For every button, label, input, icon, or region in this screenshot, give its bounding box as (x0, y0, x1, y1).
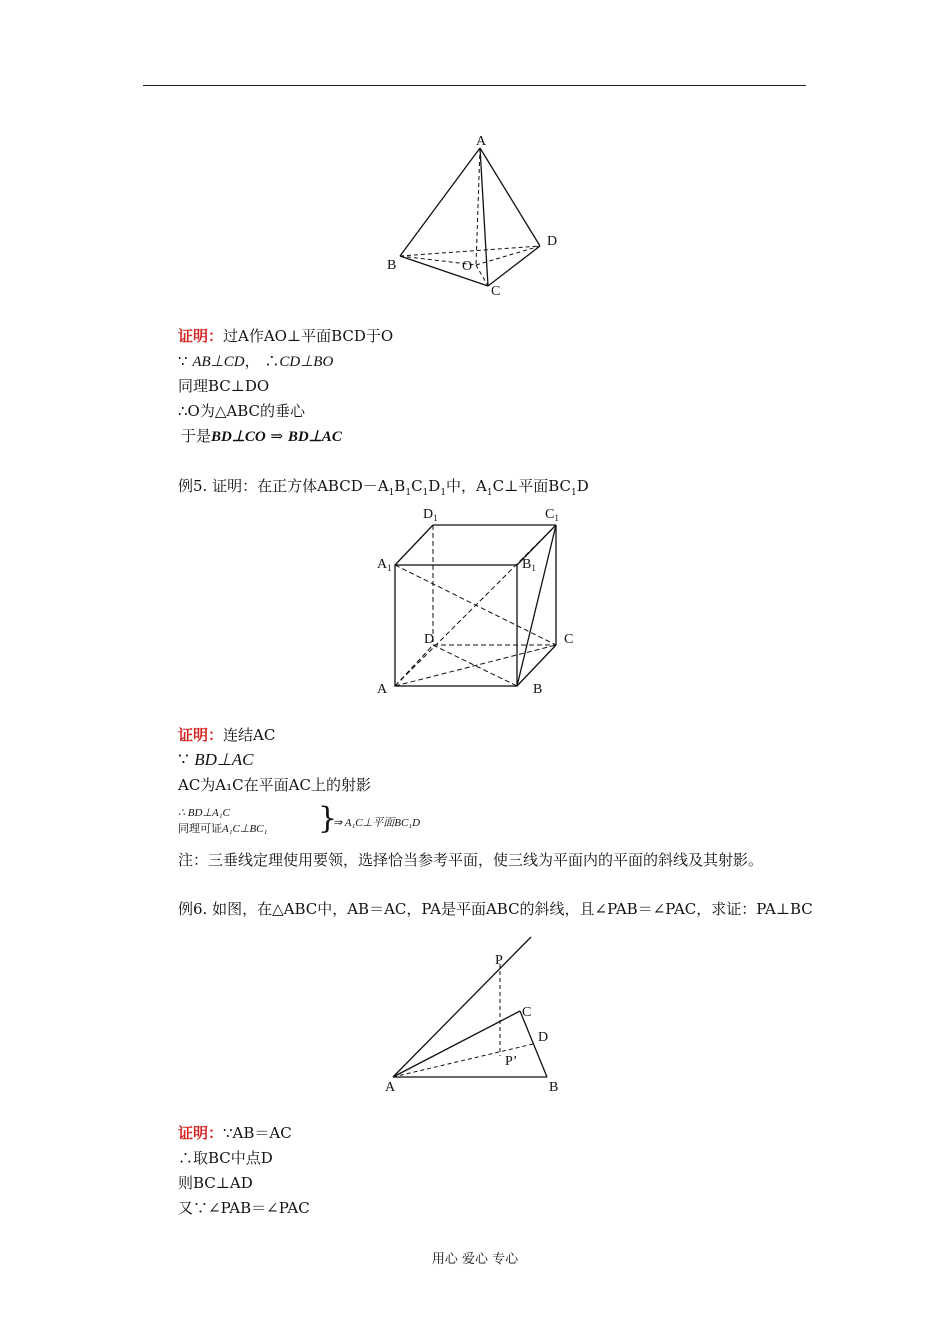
proof3-line1: 证明：∵AB＝AC (178, 1124, 292, 1142)
label-d: D (424, 632, 435, 647)
header-rule (143, 85, 806, 86)
tetrahedron-figure (380, 130, 570, 300)
brace-symbol: } (318, 801, 338, 836)
proof1-line4: ∴O为△ABC的垂心 (178, 402, 305, 420)
proof3-line3: 则BC⊥AD (178, 1174, 253, 1192)
proof1-line2: ∵ AB⊥CD， ∴CD⊥BO (178, 352, 334, 370)
label-b1: $B_1$ (522, 557, 536, 573)
triangle-figure (375, 930, 585, 1100)
label-o: O (462, 259, 473, 274)
label-c1: $C_1$ (545, 507, 559, 523)
example5-title: 例5. 证明：在正方体$ABCD-A_1B_1C_1D_1$中，$A_1C\perp$平面$BC_1D$ (178, 477, 589, 498)
proof2-line1: 证明：连结AC (178, 726, 276, 744)
proof-label: 证明： (178, 726, 224, 744)
proof3-line4: 又∵∠PAB＝∠PAC (178, 1199, 310, 1217)
brace-conditions: ∴ BD⊥A₁C 同理可证A₁C⊥BC₁ (178, 807, 268, 835)
proof-label: 证明： (178, 327, 224, 345)
label-a: A (385, 1080, 396, 1095)
label-d1: $D_1$ (423, 507, 438, 523)
proof2-line2: ∵ BD⊥AC (178, 750, 254, 770)
proof1-line1: 证明：过A作AO⊥平面BCD于O (178, 327, 394, 345)
proof3-line2: ∴取BC中点D (178, 1149, 273, 1167)
label-c: C (522, 1005, 532, 1020)
label-a1: $A_1$ (377, 557, 392, 573)
label-c: C (564, 632, 574, 647)
label-p: P (495, 953, 503, 968)
label-d: D (547, 234, 558, 249)
label-c: C (491, 284, 501, 299)
label-p-prime: P’ (505, 1054, 518, 1069)
label-d: D (538, 1030, 549, 1045)
label-b: B (387, 258, 397, 273)
cube-figure (370, 500, 590, 700)
example6-title: 例6. 如图，在△ABC中，AB＝AC，PA是平面ABC的斜线，且∠PAB＝∠PAC，求证：PA⊥BC (178, 900, 813, 918)
brace-result: ⇒ A₁C⊥平面BC₁D (333, 817, 421, 829)
label-b: B (533, 682, 543, 697)
proof-label: 证明： (178, 1124, 224, 1142)
label-a: A (476, 134, 487, 149)
proof1-line3: 同理BC⊥DO (178, 377, 270, 395)
label-a: A (377, 682, 388, 697)
note: 注：三垂线定理使用要领，选择恰当参考平面，使三线为平面内的平面的斜线及其射影。 (178, 851, 764, 869)
footer: 用心 爱心 专心 (431, 1252, 519, 1267)
proof2-line3: AC为A₁C在平面AC上的射影 (178, 776, 371, 794)
label-b: B (549, 1080, 559, 1095)
proof1-line5: 于是BD⊥CO ⇒ BD⊥AC (181, 427, 342, 445)
